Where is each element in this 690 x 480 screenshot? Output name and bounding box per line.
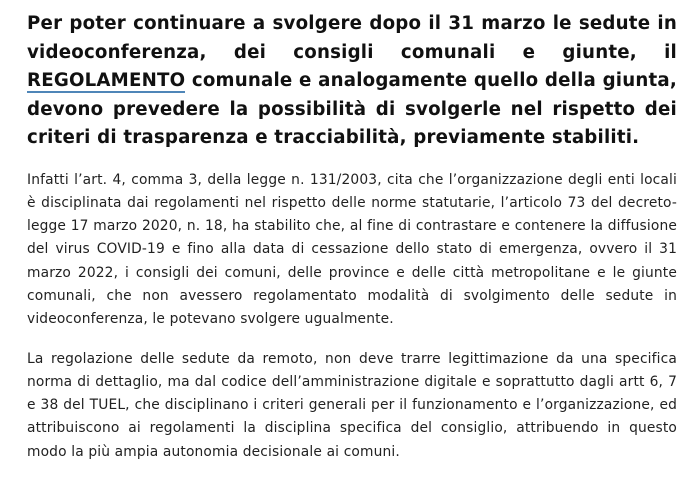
lead-text-after: comunale e analogamente quello della giunta, devono prevedere la possibilità di svolgerle nel rispetto dei criteri di trasparenza e tracciabilità, previamente stabiliti. [27,70,677,148]
article-body [27,10,677,480]
body-paragraph-1: Infatti l’art. 4, comma 3, della legge n. 131/2003, cita che l’organizzazione degli enti locali è disciplinata dai regolamenti nel rispetto delle norme statutarie, l’articolo 73 del decreto-legge 17 marzo 2020, n. 18, ha stabilito che, al fine di contrastare e contenere la diffusione del virus COVID-19 e fino alla data di cessazione dello stato di emergenza, ovvero il 31 marzo 2022, i consigli dei comuni, delle province e delle città metropolitane e le giunte comunali, che non avessero regolamentato modalità di svolgimento delle sedute in videoconferenza, le potevano svolgere ugualmente. [27,171,677,328]
regolamento-link[interactable]: REGOLAMENTO [27,70,186,91]
lead-text-before: Per poter continuare a svolgere dopo il 31 marzo le sedute in videoconferenza, dei consigli comunali e giunte, il [27,13,677,63]
body-paragraph-2: La regolazione delle sedute da remoto, non deve trarre legittimazione da una specifica norma di dettaglio, ma dal codice dell’amministrazione digitale e soprattutto dagli artt 6, 7 e 38 del TUEL, che disciplinano i criteri generali per il funzionamento e l’organizzazione, ed attribuiscono ai regolamenti la disciplina specifica del consiglio, attribuendo in questo modo la più ampia autonomia decisionale ai comuni. [27,350,677,460]
lead-paragraph [27,10,677,153]
